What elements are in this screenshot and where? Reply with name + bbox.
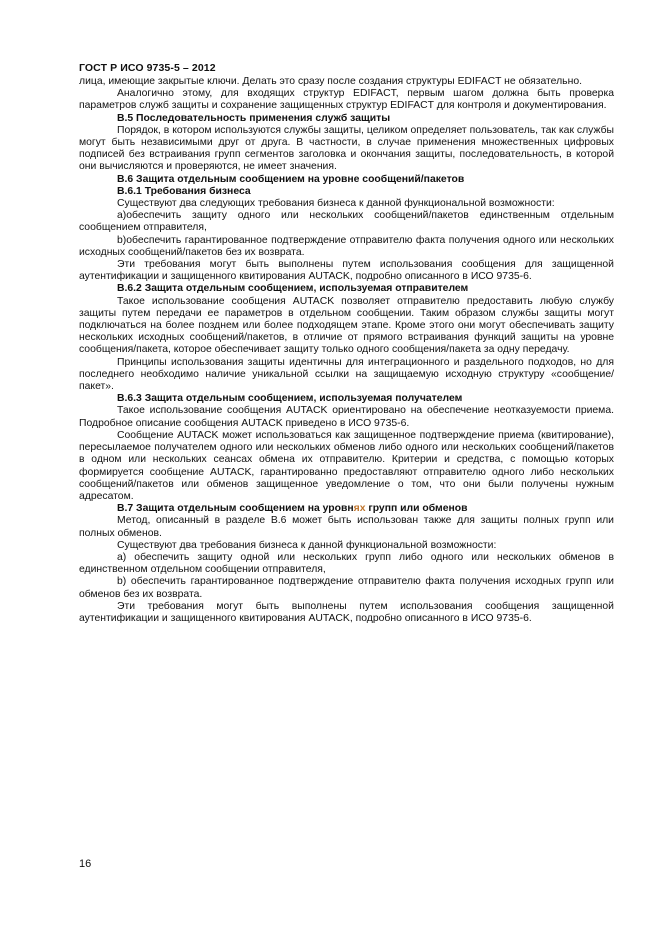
section-heading-b5: B.5 Последовательность применения служб защиты — [117, 112, 391, 124]
section-heading-b63: B.6.3 Защита отдельным сообщением, используемая получателем — [117, 393, 463, 405]
heading-text: B.7 Защита отдельным сообщением на уровн — [117, 503, 354, 515]
paragraph: Порядок, в котором используются службы защиты, целиком определяет пользователь, так как службы могут быть независимыми друг от друга. В частности, в случае применения множественных цифровых подписей без встраивания групп сегментов заголовка и окончания защиты, последовательность, в которой они вычисляются и проверяются, не имеет значения. — [79, 124, 614, 173]
list-item: b) обеспечить гарантированное подтверждение отправителю факта получения исходных групп или обменов без их возврата. — [79, 576, 614, 600]
paragraph: Принципы использования защиты идентичны для интеграционного и раздельного подходов, но для последнего необходимо наличие уникальной ссылки на защищаемую исходную структуру «сообщение/пакет». — [79, 356, 614, 393]
page-header: ГОСТ Р ИСО 9735-5 – 2012 — [79, 62, 216, 74]
paragraph: Сообщение AUTACK может использоваться как защищенное подтверждение приема (квитирование), пересылаемое получателем одного или нескольких обменов либо одного или нескольких сообщений/пакетов в одном или нескольких сеансах обмена их отправителю. Критерии и средства, с помощью которых формируется сообщение AUTACK, гарантированно предоставляют отправителю одного либо нескольких сообщений/пакетов или обменов защищенное уведомление о том, что они были получены нужным адресатом. — [79, 429, 614, 502]
page-number: 16 — [79, 858, 92, 870]
paragraph: Существуют два требования бизнеса к данной функциональной возможности: — [117, 539, 497, 551]
section-heading-b62: B.6.2 Защита отдельным сообщением, используемая отправителем — [117, 283, 469, 295]
section-heading-b6: B.6 Защита отдельным сообщением на уровне сообщений/пакетов — [117, 173, 465, 185]
list-item: b)обеспечить гарантированное подтверждение отправителю факта получения одного или нескольких исходных сообщений/пакетов без их возврата. — [79, 234, 614, 258]
list-item: a) обеспечить защиту одной или нескольких групп либо одного или нескольких обменов в единственном отдельном сообщении отправителя, — [79, 551, 614, 576]
paragraph: лица, имеющие закрытые ключи. Делать это сразу после создания структуры EDIFACT не обязательно. — [79, 76, 582, 87]
paragraph: Эти требования могут быть выполнены путем использования сообщения защищенной аутентификации и защищенного квитирования AUTACK, подробно описанного в ИСО 9735-6. — [79, 600, 614, 624]
paragraph: Такое использование сообщения AUTACK ориентировано на обеспечение неотказуемости приема. Подробное описание сообщения AUTACK приведено в ИСО 9735-6. — [79, 405, 614, 429]
paragraph: Существуют два следующих требования бизнеса к данной функциональной возможности: — [117, 198, 555, 210]
document-body — [79, 76, 614, 625]
highlighted-text: ях — [353, 503, 366, 515]
heading-text: групп или обменов — [365, 503, 468, 515]
paragraph: Аналогично этому, для входящих структур EDIFACT, первым шагом должна быть проверка параметров служб защиты и сохранение защищенных структур EDIFACT для контроля и документирования. — [79, 88, 614, 112]
paragraph: Такое использование сообщения AUTACK позволяет отправителю предоставить любую службу защиты путем передачи ее параметров в отдельном сообщении. Таким образом службы защиты могут подключаться на более позднем или более подходящем этапе. Кроме этого они могут обеспечивать защиту нескольких исходных сообщений/пакетов, в отличие от прямого встраивания функций защиты на уровне сообщения/пакета, которое обеспечивает защиту только одного сообщения/пакета за одну передачу. — [79, 295, 614, 356]
paragraph: Эти требования могут быть выполнены путем использования сообщения для защищенной аутентификации и защищенного квитирования AUTACK, подробно описанного в ИСО 9735-6. — [79, 259, 614, 283]
paragraph: Метод, описанный в разделе B.6 может быть использован также для защиты полных групп или полных обменов. — [79, 515, 614, 539]
section-heading-b7 — [79, 503, 614, 515]
section-heading-b61: B.6.1 Требования бизнеса — [117, 185, 251, 197]
list-item: a)обеспечить защиту одного или нескольких сообщений/пакетов единственным отдельным сообщением отправителя, — [79, 210, 614, 234]
